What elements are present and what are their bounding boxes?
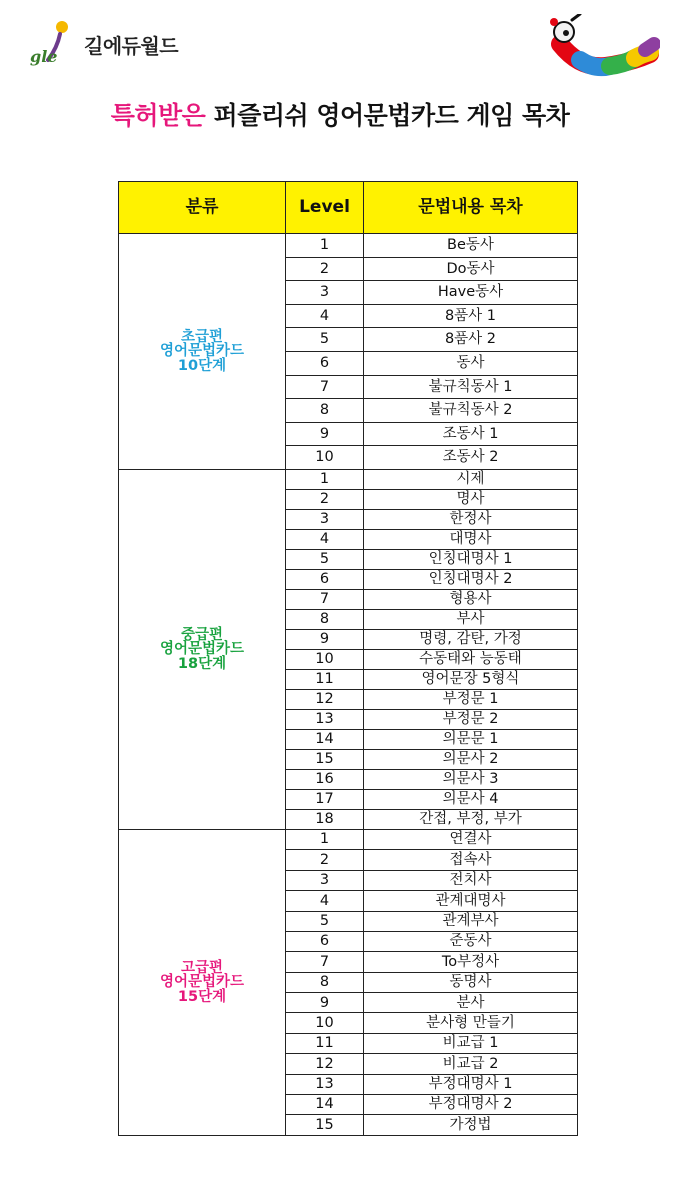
category-label-line: 10단계 [177,357,227,374]
level-cell: 4 [286,891,364,911]
level-cell: 11 [286,669,364,689]
level-cell: 13 [286,1074,364,1094]
level-cell: 7 [286,952,364,972]
level-cell: 8 [286,399,364,423]
level-cell: 7 [286,589,364,609]
level-cell: 9 [286,993,364,1013]
contents-cell: 8품사 2 [364,328,578,352]
contents-cell: 부사 [364,609,578,629]
brand-mark-text: gle [30,47,58,66]
contents-cell: 시제 [364,469,578,489]
contents-cell: 분사형 만들기 [364,1013,578,1033]
contents-cell: 분사 [364,993,578,1013]
table-body [119,234,578,1136]
level-cell: 5 [286,549,364,569]
contents-cell: 인칭대명사 2 [364,569,578,589]
category-label [119,469,286,829]
level-cell: 8 [286,972,364,992]
table-row [119,829,578,849]
level-cell: 1 [286,469,364,489]
contents-cell: 부정대명사 2 [364,1095,578,1115]
level-cell: 15 [286,749,364,769]
contents-cell: 관계대명사 [364,891,578,911]
page-title [0,96,680,132]
contents-cell: 비교급 1 [364,1033,578,1053]
contents-cell: 8품사 1 [364,304,578,328]
category-label [119,829,286,1135]
contents-cell: 비교급 2 [364,1054,578,1074]
level-cell: 6 [286,569,364,589]
level-cell: 16 [286,769,364,789]
level-cell: 2 [286,257,364,281]
contents-cell: Be동사 [364,234,578,258]
level-cell: 3 [286,870,364,890]
contents-cell: 부정대명사 1 [364,1074,578,1094]
category-label-line: 초급편 [180,328,224,345]
level-cell: 1 [286,829,364,849]
level-cell: 8 [286,609,364,629]
level-cell: 10 [286,1013,364,1033]
contents-cell: To부정사 [364,952,578,972]
level-cell: 6 [286,931,364,951]
puzzle-caterpillar-icon [550,14,660,78]
level-cell: 10 [286,446,364,470]
contents-cell: 의문사 4 [364,789,578,809]
contents-cell: 형용사 [364,589,578,609]
level-cell: 12 [286,1054,364,1074]
contents-cell: 영어문장 5형식 [364,669,578,689]
grammar-toc-table [118,181,578,1136]
contents-cell: 조동사 1 [364,422,578,446]
level-cell: 14 [286,1095,364,1115]
contents-cell: 명령, 감탄, 가정 [364,629,578,649]
contents-cell: 조동사 2 [364,446,578,470]
contents-cell: 인칭대명사 1 [364,549,578,569]
level-cell: 18 [286,809,364,829]
level-cell: 3 [286,281,364,305]
category-label-line: 중급편 [180,626,224,643]
title-rest: 퍼즐리쉬 영어문법카드 게임 목차 [213,101,570,130]
contents-cell: 부정문 2 [364,709,578,729]
level-cell: 7 [286,375,364,399]
contents-cell: Do동사 [364,257,578,281]
category-label-line: 15단계 [177,988,227,1005]
contents-cell: 의문문 1 [364,729,578,749]
level-cell: 10 [286,649,364,669]
contents-cell: 의문사 3 [364,769,578,789]
level-cell: 15 [286,1115,364,1135]
contents-cell: 대명사 [364,529,578,549]
level-cell: 1 [286,234,364,258]
contents-cell: 간접, 부정, 부가 [364,809,578,829]
level-cell: 6 [286,351,364,375]
level-cell: 13 [286,709,364,729]
contents-cell: 한정사 [364,509,578,529]
contents-cell: 전치사 [364,870,578,890]
header-category: 분류 [119,182,286,234]
level-cell: 17 [286,789,364,809]
contents-cell: 동사 [364,351,578,375]
level-cell: 2 [286,850,364,870]
contents-cell: 불규칙동사 1 [364,375,578,399]
category-label-line: 영어문법카드 [159,641,245,658]
contents-cell: 가정법 [364,1115,578,1135]
table-row [119,469,578,489]
level-cell: 5 [286,911,364,931]
contents-cell: 수동태와 능동태 [364,649,578,669]
category-label-line: 고급편 [180,959,224,976]
category-label-line: 영어문법카드 [159,343,245,360]
level-cell: 14 [286,729,364,749]
contents-cell: 의문사 2 [364,749,578,769]
category-label [119,234,286,470]
contents-cell: 관계부사 [364,911,578,931]
contents-cell: 불규칙동사 2 [364,399,578,423]
brand-mark-icon [28,20,80,66]
contents-cell: 명사 [364,489,578,509]
header-level: Level [286,182,364,234]
level-cell: 5 [286,328,364,352]
level-cell: 9 [286,422,364,446]
contents-cell: 연결사 [364,829,578,849]
brand-name: 길에듀월드 [84,34,179,58]
level-cell: 2 [286,489,364,509]
level-cell: 4 [286,529,364,549]
level-cell: 4 [286,304,364,328]
category-label-line: 영어문법카드 [159,974,245,991]
level-cell: 12 [286,689,364,709]
table-row [119,234,578,258]
contents-cell: 준동사 [364,931,578,951]
title-highlight: 특허받은 [110,101,206,130]
level-cell: 11 [286,1033,364,1053]
level-cell: 3 [286,509,364,529]
level-cell: 9 [286,629,364,649]
contents-cell: Have동사 [364,281,578,305]
category-label-line: 18단계 [177,655,227,672]
contents-cell: 동명사 [364,972,578,992]
brand-logo [28,18,188,68]
table-header-row [119,182,578,234]
contents-cell: 부정문 1 [364,689,578,709]
contents-cell: 접속사 [364,850,578,870]
header-contents: 문법내용 목차 [364,182,578,234]
